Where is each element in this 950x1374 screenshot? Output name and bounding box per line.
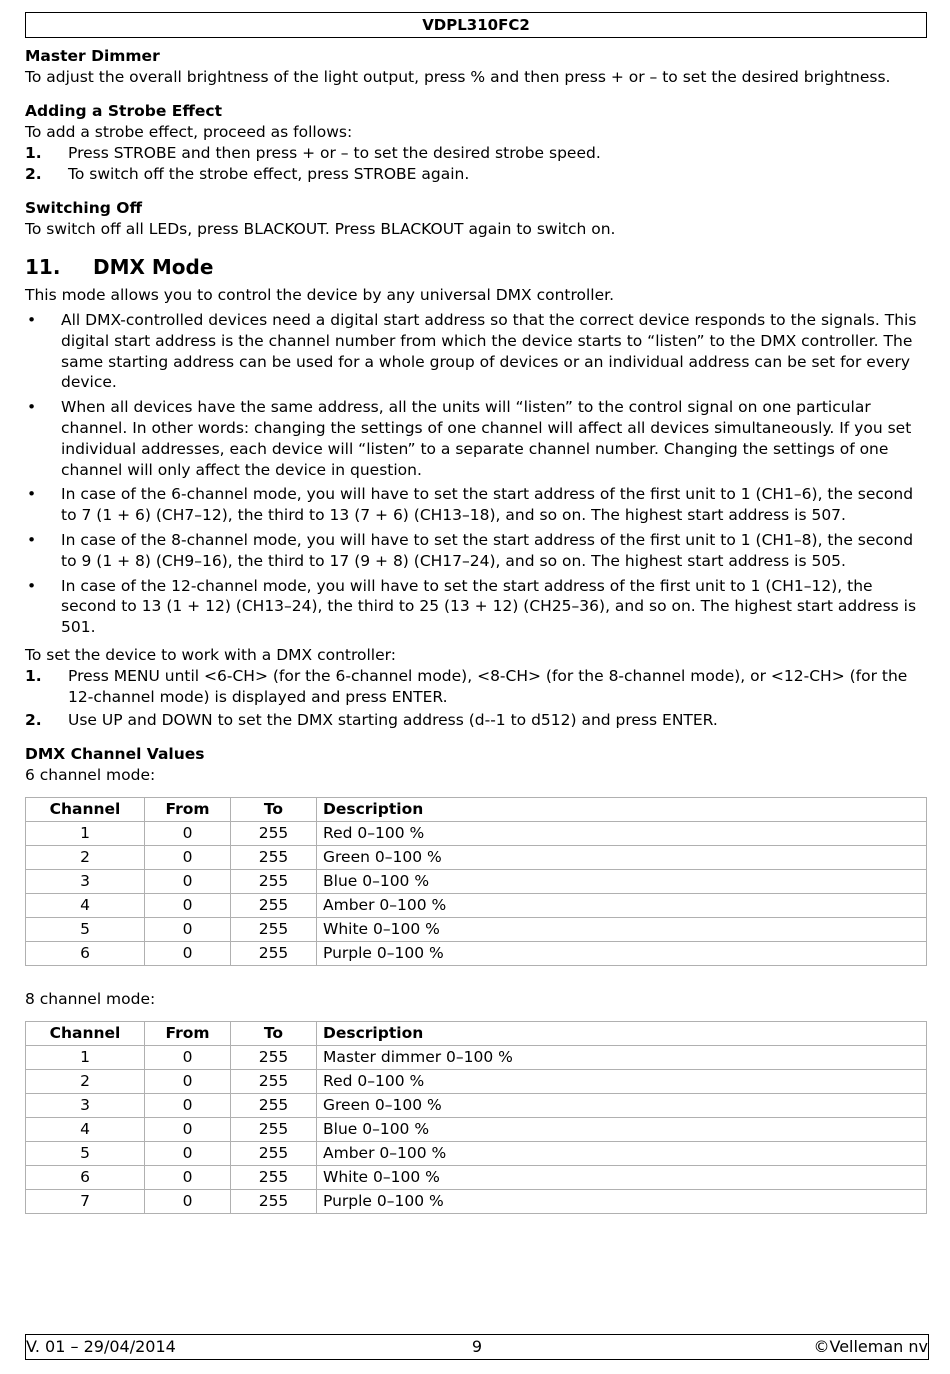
list-item [25,143,927,164]
column-header: To [231,1021,317,1045]
table-row [26,869,927,893]
step-text: Use UP and DOWN to set the DMX starting address (d--1 to d512) and press ENTER. [68,710,718,729]
page-footer [25,1334,929,1360]
numbered-list [25,143,927,185]
table-cell: 255 [231,1189,317,1213]
table-cell: 255 [231,1117,317,1141]
copyright: ©Velleman nv [813,1337,928,1356]
step-text: Press STROBE and then press + or – to set the desired strobe speed. [68,144,601,162]
table-row [26,941,927,965]
bullet-icon: • [27,311,37,329]
step-number: 1. [25,144,42,162]
chapter-title: DMX Mode [93,255,214,279]
section-heading: Master Dimmer [25,47,160,65]
paragraph: To set the device to work with a DMX controller: [25,645,396,664]
table-cell: 255 [231,1165,317,1189]
table-row [26,821,927,845]
table-cell: 0 [145,821,231,845]
table-cell: 0 [145,1093,231,1117]
table-row [26,1141,927,1165]
table-cell: Amber 0–100 % [317,893,927,917]
column-header: To [231,797,317,821]
table-cell: 255 [231,821,317,845]
numbered-list [25,666,927,731]
table-cell: 0 [145,1141,231,1165]
document-page [25,12,927,1214]
table-cell: 4 [26,1117,145,1141]
paragraph: This mode allows you to control the device by any universal DMX controller. [25,286,615,304]
table-cell: Green 0–100 % [317,1093,927,1117]
table-cell: 255 [231,1045,317,1069]
table-cell: Amber 0–100 % [317,1141,927,1165]
section-heading: Switching Off [25,199,142,217]
table-row [26,1069,927,1093]
table-row [26,1165,927,1189]
table-cell: 255 [231,1093,317,1117]
table-cell: 255 [231,917,317,941]
table-cell: 255 [231,869,317,893]
table-cell: Green 0–100 % [317,845,927,869]
table-cell: 1 [26,1045,145,1069]
section-strobe [25,101,927,185]
bullet-icon: • [27,530,37,549]
column-header: Description [317,1021,927,1045]
list-item [25,310,927,393]
table-row [26,1045,927,1069]
step-number: 2. [25,710,42,729]
list-item [25,484,927,526]
page-number: 9 [471,1337,483,1356]
table-row [26,1093,927,1117]
table-header-row [26,1021,927,1045]
table-cell: White 0–100 % [317,1165,927,1189]
version-date: V. 01 – 29/04/2014 [26,1337,176,1356]
list-item [25,666,927,708]
section-switching-off [25,198,927,240]
table-caption: 6 channel mode: [25,765,156,784]
bullet-icon: • [27,576,37,595]
list-item [25,397,927,480]
column-header: From [145,1021,231,1045]
paragraph: To adjust the overall brightness of the light output, press % and then press + or – to set the desired brightness. [25,68,891,86]
model-name: VDPL310FC2 [422,16,530,34]
paragraph: To switch off all LEDs, press BLACKOUT. Press BLACKOUT again to switch on. [25,220,616,238]
table-cell: 255 [231,1069,317,1093]
table-row [26,1189,927,1213]
table-cell: 3 [26,869,145,893]
column-header: Channel [26,1021,145,1045]
table-cell: 2 [26,845,145,869]
bullet-icon: • [27,485,37,504]
chapter-heading [25,254,927,280]
table-cell: 2 [26,1069,145,1093]
page-header [25,12,927,38]
table-cell: 255 [231,893,317,917]
table-cell: 0 [145,845,231,869]
table-cell: White 0–100 % [317,917,927,941]
column-header: Channel [26,797,145,821]
step-text: Press MENU until <6-CH> (for the 6-channel mode), <8-CH> (for the 8-channel mode), or <12-CH> (for the 12-channel mode) is displayed and press ENTER. [68,666,908,706]
section-master-dimmer [25,46,927,88]
table-cell: Blue 0–100 % [317,869,927,893]
table-row [26,845,927,869]
table-cell: 0 [145,1117,231,1141]
table-cell: 0 [145,869,231,893]
step-number: 1. [25,666,42,685]
table-cell: 0 [145,1165,231,1189]
section-dmx-mode [25,254,927,731]
table-cell: Red 0–100 % [317,1069,927,1093]
table-header-row [26,797,927,821]
step-number: 2. [25,165,42,183]
table-cell: 5 [26,917,145,941]
table-cell: 0 [145,1069,231,1093]
table-cell: 3 [26,1093,145,1117]
bullet-text: When all devices have the same address, all the units will “listen” to the control signal on one particular channel. In other words: changing the settings of one channel will affect all devices simultaneously. If you set individual addresses, each device will “listen” to a separate channel number. Changing the settings of one channel will only affect the device in question. [61,398,912,479]
table-cell: 7 [26,1189,145,1213]
step-text: To switch off the strobe effect, press STROBE again. [68,165,470,183]
paragraph: To add a strobe effect, proceed as follows: [25,123,353,141]
table-cell: Master dimmer 0–100 % [317,1045,927,1069]
table-row [26,893,927,917]
bullet-text: In case of the 12-channel mode, you will have to set the start address of the first unit to 1 (CH1–12), the second to 13 (1 + 12) (CH13–24), the third to 25 (13 + 12) (CH25–36), and so on. The highest start address is 501. [61,576,917,637]
table-cell: Blue 0–100 % [317,1117,927,1141]
table-cell: 0 [145,1045,231,1069]
chapter-number: 11. [25,255,61,279]
table-cell: Purple 0–100 % [317,1189,927,1213]
section-channel-values [25,744,927,1214]
table-cell: 6 [26,941,145,965]
table-cell: Red 0–100 % [317,821,927,845]
list-item [25,164,927,185]
table-cell: 0 [145,1189,231,1213]
table-cell: 5 [26,1141,145,1165]
table-8-channel [25,1021,927,1214]
table-caption: 8 channel mode: [25,989,156,1008]
table-row [26,1117,927,1141]
bullet-text: In case of the 6-channel mode, you will have to set the start address of the first unit to 1 (CH1–6), the second to 7 (1 + 6) (CH7–12), the third to 13 (7 + 6) (CH13–18), and so on. The highest start address is 507. [61,485,914,525]
table-6-channel [25,797,927,966]
table-cell: 255 [231,1141,317,1165]
bullet-text: In case of the 8-channel mode, you will have to set the start address of the first unit to 1 (CH1–8), the second to 9 (1 + 8) (CH9–16), the third to 17 (9 + 8) (CH17–24), and so on. The highest start address is 505. [61,530,914,570]
table-cell: 4 [26,893,145,917]
bullet-icon: • [27,398,37,417]
bullet-text: All DMX-controlled devices need a digital start address so that the correct device responds to the signals. This digital start address is the channel number from which the device starts to “listen” to the DMX controller. The same starting address can be used for a whole group of devices or an individual address can be set for every device. [61,311,917,392]
table-cell: 0 [145,893,231,917]
table-cell: 6 [26,1165,145,1189]
list-item [25,710,927,731]
bullet-list [25,310,927,638]
table-cell: 0 [145,917,231,941]
list-item [25,576,927,638]
column-header: Description [317,797,927,821]
table-cell: 255 [231,845,317,869]
list-item [25,530,927,572]
table-row [26,917,927,941]
table-cell: Purple 0–100 % [317,941,927,965]
section-heading: Adding a Strobe Effect [25,102,223,120]
table-cell: 0 [145,941,231,965]
table-cell: 255 [231,941,317,965]
table-cell: 1 [26,821,145,845]
column-header: From [145,797,231,821]
section-heading: DMX Channel Values [25,744,205,763]
